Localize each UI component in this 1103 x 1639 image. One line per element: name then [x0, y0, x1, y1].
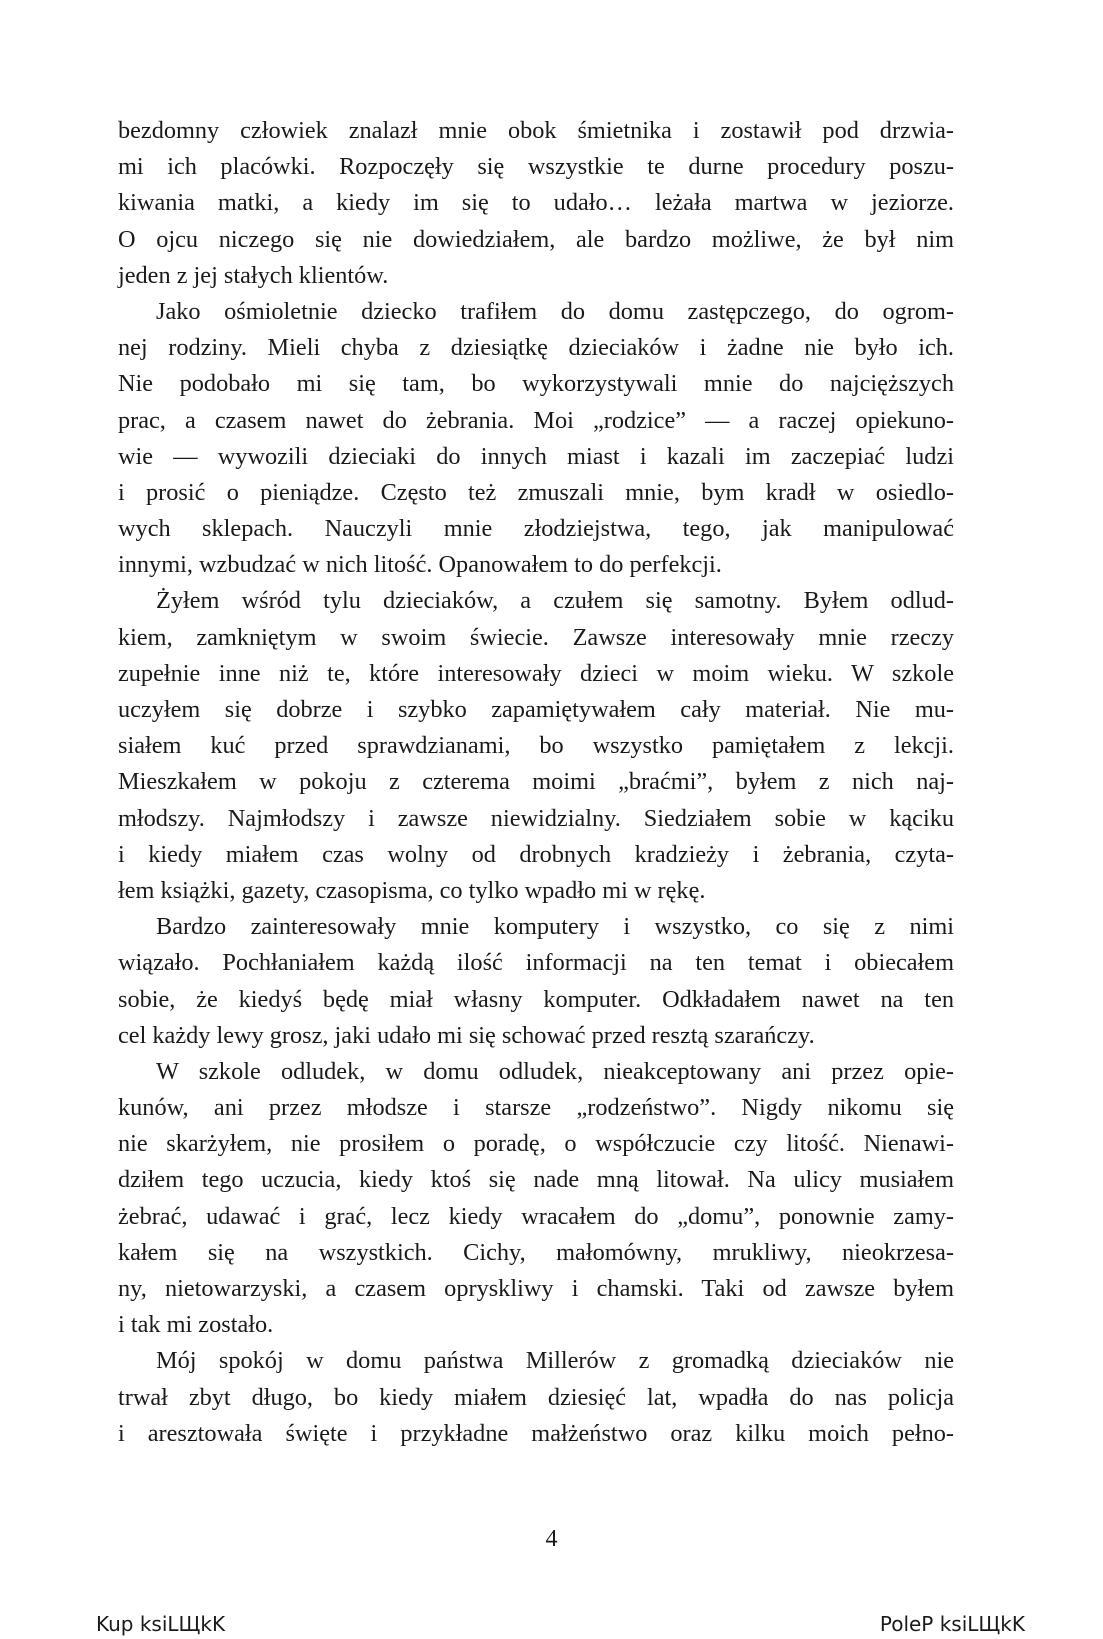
text-line: mi ich placówki. Rozpoczęły się wszystkie te durne procedury poszu- [118, 153, 954, 181]
text-line: kunów, ani przez młodsze i starsze „rodzeństwo”. Nigdy nikomu się [118, 1094, 954, 1122]
text-line: dziłem tego uczucia, kiedy ktoś się nade mną litował. Na ulicy musiałem [118, 1166, 954, 1194]
text-line: i prosić o pieniądze. Często też zmuszali mnie, bym kradł w osiedlo- [118, 478, 954, 506]
text-line: i tak mi zostało. [118, 1311, 274, 1339]
text-line: wych sklepach. Nauczyli mnie złodziejstwa, tego, jak manipulować [118, 515, 954, 543]
text-line: i aresztowała święte i przykładne małżeństwo oraz kilku moich pełno- [118, 1419, 954, 1447]
text-line: bezdomny człowiek znalazł mnie obok śmietnika i zostawił pod drzwia- [118, 117, 954, 144]
text-line: kiem, zamkniętym w swoim świecie. Zawsze interesowały mnie rzeczy [118, 623, 954, 651]
text-line: sobie, że kiedyś będę miał własny komputer. Odkładałem nawet na ten [118, 985, 954, 1013]
text-line: kałem się na wszystkich. Cichy, małomówny, mrukliwy, nieokrzesa- [118, 1238, 954, 1266]
text-line: innymi, wzbudzać w nich litość. Opanowałem to do perfekcji. [118, 551, 722, 579]
text-line: prac, a czasem nawet do żebrania. Moi „rodzice” — a raczej opiekuno- [118, 406, 954, 434]
text-line: Nie podobało mi się tam, bo wykorzystywali mnie do najcięższych [118, 370, 954, 398]
text-line: łem książki, gazety, czasopisma, co tylko wpadło mi w rękę. [118, 876, 706, 904]
text-line: nej rodziny. Mieli chyba z dziesiątkę dzieciaków i żadne nie było ich. [118, 334, 954, 362]
text-line: i kiedy miałem czas wolny od drobnych kradzieży i żebrania, czyta- [118, 840, 954, 868]
text-line: ny, nietowarzyski, a czasem opryskliwy i chamski. Taki od zawsze byłem [118, 1275, 954, 1302]
text-line: młodszy. Najmłodszy i zawsze niewidzialny. Siedziałem sobie w kąciku [118, 804, 954, 832]
text-line: wiązało. Pochłaniałem każdą ilość informacji na ten temat i obiecałem [118, 949, 954, 977]
text-line: W szkole odludek, w domu odludek, nieakceptowany ani przez opie- [156, 1057, 954, 1085]
text-line: żebrać, udawać i grać, lecz kiedy wracałem do „domu”, ponownie zamy- [118, 1202, 954, 1230]
text-line: Bardzo zainteresowały mnie komputery i wszystko, co się z nimi [156, 913, 954, 941]
text-line: nie skarżyłem, nie prosiłem o poradę, o współczucie czy litość. Nienawi- [118, 1130, 954, 1158]
text-line: siałem kuć przed sprawdzianami, bo wszystko pamiętałem z lekcji. [118, 732, 954, 760]
footer-recommend-book-link[interactable]: PoleP ksiLЩkK [879, 1612, 1025, 1636]
text-line: Mój spokój w domu państwa Millerów z gromadką dzieciaków nie [156, 1347, 954, 1375]
text-line: trwał zbyt długo, bo kiedy miałem dziesięć lat, wpadła do nas policja [118, 1383, 954, 1411]
text-line: O ojcu niczego się nie dowiedziałem, ale bardzo możliwe, że był nim [118, 225, 954, 253]
text-line: wie — wywozili dzieciaki do innych miast i kazali im zaczepiać ludzi [118, 442, 954, 470]
text-line: Jako ośmioletnie dziecko trafiłem do domu zastępczego, do ogrom- [156, 297, 954, 325]
text-line: zupełnie inne niż te, które interesowały dzieci w moim wieku. W szkole [118, 659, 954, 687]
text-line: uczyłem się dobrze i szybko zapamiętywałem cały materiał. Nie mu- [118, 696, 954, 723]
text-line: jeden z jej stałych klientów. [118, 261, 389, 289]
text-line: Żyłem wśród tylu dzieciaków, a czułem się samotny. Byłem odlud- [156, 587, 954, 615]
text-line: kiwania matki, a kiedy im się to udało… leżała martwa w jeziorze. [118, 189, 954, 217]
page-number: 4 [545, 1526, 558, 1552]
text-line: Mieszkałem w pokoju z czterema moimi „braćmi”, byłem z nich naj- [118, 768, 954, 796]
text-line: cel każdy lewy grosz, jaki udało mi się schować przed resztą szarańczy. [118, 1021, 815, 1049]
footer-buy-book-link[interactable]: Kup ksiLЩkK [96, 1612, 226, 1636]
body-text [118, 113, 954, 1452]
